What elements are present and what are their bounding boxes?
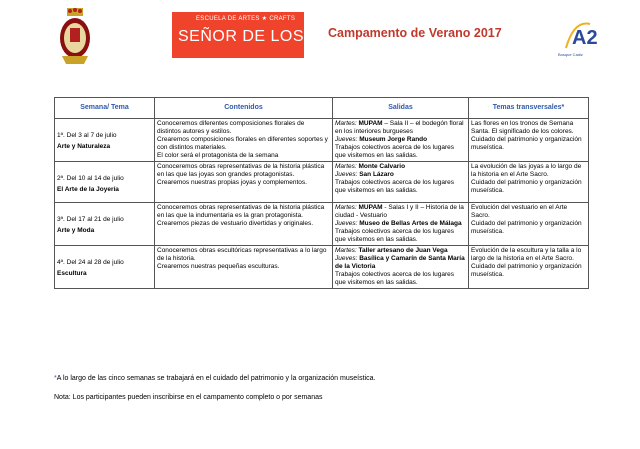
contents-line: Conoceremos obras representativas de la historia plástica en las que la indumentaria es la gran protagonista. xyxy=(157,204,325,219)
outing-line xyxy=(335,120,466,136)
themes-cell xyxy=(469,162,589,203)
contents-line: El color será el protagonista de la semana xyxy=(157,152,279,159)
svg-text:A2: A2 xyxy=(572,27,598,49)
outing-detail: Trabajos colectivos acerca de los lugares que visitemos en las salidas. xyxy=(335,179,454,194)
week-theme: Escultura xyxy=(57,270,87,277)
column-header-week: Semana/ Tema xyxy=(55,98,155,119)
contents-line: Crearemos nuestras pequeñas esculturas. xyxy=(157,263,280,270)
themes-line: Cuidado del patrimonio y organización museística. xyxy=(471,179,582,194)
enrollment-note: Nota: Los participantes pueden inscribirse en el campamento completo o por semanas xyxy=(54,394,323,401)
outing-line xyxy=(335,255,466,271)
themes-line: Cuidado del patrimonio y organización museística. xyxy=(471,136,582,151)
outing-place: Taller artesano de Juan Vega xyxy=(358,247,448,254)
column-header-outings: Salidas xyxy=(333,98,469,119)
contents-cell xyxy=(155,119,333,162)
outing-place: Museo de Bellas Artes de Málaga xyxy=(359,220,462,227)
themes-line: Las flores en los tronos de Semana Santa. El significado de los colores. xyxy=(471,120,574,135)
outing-line xyxy=(335,179,466,195)
outing-place: Monte Calvario xyxy=(358,163,406,170)
outing-line xyxy=(335,228,466,244)
footnote-asterisk: * xyxy=(54,375,57,382)
themes-line: Evolución de la escultura y la talla a lo largo de la historia en el Arte Sacro. xyxy=(471,247,582,262)
school-logo-banner xyxy=(172,12,366,58)
outing-line xyxy=(335,204,466,220)
outing-day: Martes: xyxy=(335,120,357,127)
outing-detail: Trabajos colectivos acerca de los lugares que visitemos en las salidas. xyxy=(335,144,454,159)
week-dates: 3ª. Del 17 al 21 de julio xyxy=(57,216,124,223)
table-row xyxy=(55,119,589,162)
schedule-table xyxy=(54,97,589,289)
contents-line: Conoceremos diferentes composiciones florales de distintos autores y estilos. xyxy=(157,120,305,135)
contents-line: Conoceremos obras representativas de la historia plástica en las que las joyas son grandes protagonistas. xyxy=(157,163,325,178)
outing-place: Museum Jorge Rando xyxy=(359,136,428,143)
table-row xyxy=(55,246,589,289)
themes-cell xyxy=(469,246,589,289)
themes-line: Evolución del vestuario en el Arte Sacro. xyxy=(471,204,568,219)
contents-line: Crearemos nuestras propias joyas y complementos. xyxy=(157,179,307,186)
outing-day: Martes: xyxy=(335,247,357,254)
themes-cell xyxy=(469,119,589,162)
contents-cell xyxy=(155,246,333,289)
outing-day: Martes: xyxy=(335,204,357,211)
outing-day: Jueves: xyxy=(335,171,358,178)
footnote-text: A lo largo de las cinco semanas se trabajará en el cuidado del patrimonio y la organización museística. xyxy=(56,375,376,382)
contents-line: Crearemos composiciones florales en diferentes soportes y con distintos materiales. xyxy=(157,136,328,151)
outing-place: MUPAM xyxy=(358,120,383,127)
outing-detail: – Sala II – el bodegón floral en los interiores burgueses xyxy=(335,120,464,135)
contents-line: Conoceremos obras escultóricas representativas a lo largo de la historia. xyxy=(157,247,327,262)
contents-line: Crearemos piezas de vestuario divertidas y originales. xyxy=(157,220,314,227)
week-dates: 2ª. Del 10 al 14 de julio xyxy=(57,175,124,182)
outing-line xyxy=(335,247,466,255)
outing-line xyxy=(335,220,466,228)
outing-line xyxy=(335,171,466,179)
themes-line: La evolución de las joyas a lo largo de la historia en el Arte Sacro. xyxy=(471,163,582,178)
outings-cell xyxy=(333,162,469,203)
column-header-themes: Temas transversales* xyxy=(469,98,589,119)
outings-cell xyxy=(333,246,469,289)
outings-cell xyxy=(333,119,469,162)
page-title: Campamento de Verano 2017 xyxy=(328,26,502,40)
outing-line xyxy=(335,144,466,160)
themes-line: Cuidado del patrimonio y organización museística. xyxy=(471,263,582,278)
contents-cell xyxy=(155,162,333,203)
outing-day: Jueves: xyxy=(335,255,358,262)
week-dates: 1ª. Del 3 al 7 de julio xyxy=(57,132,117,139)
logo-caption: Bosque Cadiz xyxy=(558,52,583,57)
page-header xyxy=(0,0,640,80)
week-cell xyxy=(55,162,155,203)
week-cell xyxy=(55,246,155,289)
week-theme: Arte y Naturaleza xyxy=(57,143,111,150)
outing-place: San Lázaro xyxy=(359,171,394,178)
table-row xyxy=(55,162,589,203)
outing-day: Jueves: xyxy=(335,136,358,143)
a2-logo-icon xyxy=(560,16,600,52)
themes-cell xyxy=(469,203,589,246)
contents-cell xyxy=(155,203,333,246)
outing-day: Jueves: xyxy=(335,220,358,227)
table-header-row xyxy=(55,98,589,119)
banner-big-text: SEÑOR DE LOS PASOS xyxy=(178,28,366,45)
outing-line xyxy=(335,163,466,171)
week-dates: 4ª. Del 24 al 28 de julio xyxy=(57,259,124,266)
a2-logo xyxy=(560,16,600,56)
outing-detail: Trabajos colectivos acerca de los lugares que visitemos en las salidas. xyxy=(335,271,454,286)
themes-line: Cuidado del patrimonio y organización museística. xyxy=(471,220,582,235)
banner-small-text: ESCUELA DE ARTES ★ CRAFTS xyxy=(196,16,296,22)
outings-cell xyxy=(333,203,469,246)
outing-detail: Trabajos colectivos acerca de los lugares que visitemos en las salidas. xyxy=(335,228,454,243)
outing-place: MUPAM xyxy=(358,204,383,211)
week-cell xyxy=(55,119,155,162)
table-row xyxy=(55,203,589,246)
coat-of-arms-icon xyxy=(58,8,92,66)
outing-place: Basílica y Camarín de Santa María de la Victoria xyxy=(335,255,465,270)
outing-day: Martes: xyxy=(335,163,357,170)
outing-line xyxy=(335,271,466,287)
footnote xyxy=(54,375,375,382)
outing-detail: - Salas I y II – Historia de la ciudad - Vestuario xyxy=(335,204,464,219)
week-cell xyxy=(55,203,155,246)
week-theme: Arte y Moda xyxy=(57,227,95,234)
column-header-contents: Contenidos xyxy=(155,98,333,119)
outing-line xyxy=(335,136,466,144)
week-theme: El Arte de la Joyería xyxy=(57,186,119,193)
